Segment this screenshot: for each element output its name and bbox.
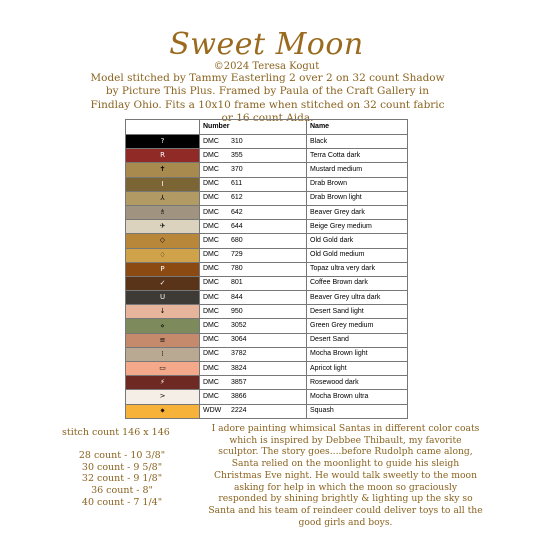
color-swatch — [126, 319, 200, 333]
stitch-symbol: ✈ — [159, 222, 166, 231]
floss-code: 642 — [231, 208, 243, 216]
floss-code: 310 — [231, 137, 243, 145]
floss-number-cell — [200, 333, 307, 347]
floss-code: 644 — [231, 222, 243, 230]
stitch-symbol: ♢ — [159, 250, 166, 259]
floss-name-cell: Terra Cotta dark — [307, 149, 408, 163]
table-row — [126, 333, 408, 347]
table-row — [126, 177, 408, 191]
floss-name-cell: Beaver Grey dark — [307, 205, 408, 219]
table-row — [126, 205, 408, 219]
floss-brand: DMC — [203, 194, 219, 202]
stitch-symbol: ↓ — [159, 307, 166, 316]
floss-number-cell — [200, 205, 307, 219]
stitch-symbol: ✝ — [159, 165, 166, 174]
table-row — [126, 248, 408, 262]
stitch-symbol: R — [160, 151, 165, 160]
table-row — [126, 149, 408, 163]
floss-name-cell: Apricot light — [307, 362, 408, 376]
floss-number-cell — [200, 376, 307, 390]
floss-number-cell — [200, 149, 307, 163]
table-row — [126, 362, 408, 376]
color-swatch — [126, 276, 200, 290]
table-row — [126, 404, 408, 418]
stitch-symbol: > — [159, 392, 166, 401]
floss-brand: DMC — [203, 378, 219, 386]
floss-brand: DMC — [203, 364, 219, 372]
floss-name-cell: Desert Sand light — [307, 305, 408, 319]
floss-code: 355 — [231, 151, 243, 159]
table-row — [126, 234, 408, 248]
floss-name-cell: Green Grey medium — [307, 319, 408, 333]
floss-name-cell: Mustard medium — [307, 163, 408, 177]
floss-brand: DMC — [203, 307, 219, 315]
stitch-symbol: ⋄ — [160, 321, 165, 330]
floss-name-cell: Rosewood dark — [307, 376, 408, 390]
copyright-line: ©2024 Teresa Kogut — [213, 61, 320, 72]
stitch-symbol: P — [160, 264, 165, 273]
color-swatch — [126, 191, 200, 205]
floss-code: 729 — [231, 251, 243, 259]
floss-name-cell: Beaver Grey ultra dark — [307, 291, 408, 305]
floss-brand: DMC — [203, 322, 219, 330]
floss-name-cell: Squash — [307, 404, 408, 418]
table-row — [126, 163, 408, 177]
floss-number-cell — [200, 319, 307, 333]
swatch-column-header — [126, 120, 200, 135]
stitch-symbol: ▭ — [159, 364, 166, 373]
floss-brand: DMC — [203, 151, 219, 159]
floss-name-cell: Black — [307, 135, 408, 149]
color-swatch — [126, 177, 200, 191]
floss-brand: DMC — [203, 392, 219, 400]
floss-brand: DMC — [203, 180, 219, 188]
stitch-count: stitch count 146 x 146 — [62, 427, 170, 438]
floss-brand: DMC — [203, 222, 219, 230]
floss-code: 950 — [231, 307, 243, 315]
floss-brand: DMC — [203, 251, 219, 259]
floss-name-cell: Beige Grey medium — [307, 220, 408, 234]
table-row — [126, 390, 408, 404]
floss-code: 611 — [231, 180, 243, 188]
color-swatch — [126, 149, 200, 163]
floss-number-cell — [200, 291, 307, 305]
floss-code: 844 — [231, 293, 243, 301]
stitch-symbol: ⅄ — [160, 193, 165, 202]
floss-code: 3824 — [231, 364, 247, 372]
color-swatch — [126, 135, 200, 149]
floss-number-cell — [200, 276, 307, 290]
color-swatch — [126, 347, 200, 361]
color-swatch — [126, 205, 200, 219]
stitch-symbol: ◇ — [159, 236, 166, 245]
floss-name-cell: Drab Brown light — [307, 191, 408, 205]
stitch-symbol: ⁞ — [161, 349, 164, 358]
floss-number-cell — [200, 404, 307, 418]
floss-code: 370 — [231, 165, 243, 173]
color-swatch — [126, 163, 200, 177]
floss-brand: DMC — [203, 165, 219, 173]
color-swatch — [126, 362, 200, 376]
floss-brand: DMC — [203, 336, 219, 344]
table-row — [126, 135, 408, 149]
floss-brand: DMC — [203, 279, 219, 287]
stitch-symbol: ⚡ — [160, 378, 165, 387]
table-row — [126, 220, 408, 234]
floss-number-cell — [200, 390, 307, 404]
floss-number-cell — [200, 248, 307, 262]
color-swatch — [126, 390, 200, 404]
floss-code: 612 — [231, 194, 243, 202]
model-description: Model stitched by Tammy Easterling 2 over 2 on 32 count Shadow by Picture This Plus. Framed by Paula of the Craft Gallery in Findlay Ohio. Fits a 10x10 frame when stitched on 32 count fabric or 16 count Aida. — [90, 72, 445, 125]
floss-name-cell: Topaz ultra very dark — [307, 262, 408, 276]
color-swatch — [126, 262, 200, 276]
floss-name-cell: Desert Sand — [307, 333, 408, 347]
number-column-header: Number — [200, 120, 307, 135]
floss-code: 680 — [231, 236, 243, 244]
fabric-size-item: 30 count - 9 5/8" — [81, 461, 163, 473]
color-swatch — [126, 220, 200, 234]
table-row — [126, 305, 408, 319]
fabric-size-item: 40 count - 7 1/4" — [81, 496, 163, 508]
table-row — [126, 376, 408, 390]
floss-brand: DMC — [203, 208, 219, 216]
fabric-size-item: 28 count - 10 3/8" — [78, 450, 166, 461]
floss-number-cell — [200, 135, 307, 149]
pattern-title: Sweet Moon — [169, 27, 364, 62]
table-row — [126, 262, 408, 276]
floss-number-cell — [200, 347, 307, 361]
floss-table-body — [126, 135, 408, 419]
floss-brand: DMC — [203, 265, 219, 273]
name-column-header: Name — [307, 120, 408, 135]
floss-code: 3782 — [231, 350, 247, 358]
floss-code: 780 — [231, 265, 243, 273]
floss-code: 3866 — [231, 392, 247, 400]
color-swatch — [126, 248, 200, 262]
floss-number-cell — [200, 191, 307, 205]
stitch-symbol: U — [159, 293, 166, 302]
floss-number-cell — [200, 362, 307, 376]
floss-code: 3857 — [231, 378, 247, 386]
fabric-size-item: 32 count - 9 1/8" — [81, 473, 163, 485]
story-text: I adore painting whimsical Santas in different color coats which is inspired by Debbee Thibault, my favorite sculptor. The story goes....before Rudolph came along, Santa relied on the moonlight to guide his sleigh Christmas Eve night. He would talk sweetly to the moon asking for help in which the moon so graciously responded by shining brightly & lighting up the sky so Santa and his team of reindeer could deliver toys to all the good girls and boys. — [208, 423, 483, 528]
floss-brand: DMC — [203, 236, 219, 244]
color-swatch — [126, 333, 200, 347]
table-row — [126, 191, 408, 205]
floss-name-cell: Drab Brown — [307, 177, 408, 191]
table-row — [126, 291, 408, 305]
floss-brand: DMC — [203, 137, 219, 145]
floss-number-cell — [200, 177, 307, 191]
floss-name-cell: Mocha Brown ultra — [307, 390, 408, 404]
floss-brand: DMC — [203, 350, 219, 358]
floss-code: 2224 — [231, 407, 247, 415]
stitch-symbol: ✷ — [159, 406, 166, 415]
floss-name-cell: Old Gold dark — [307, 234, 408, 248]
stitch-symbol: ≡ — [159, 335, 166, 344]
color-swatch — [126, 404, 200, 418]
floss-brand: WDW — [203, 407, 222, 415]
floss-number-cell — [200, 305, 307, 319]
fabric-size-list — [62, 450, 182, 509]
floss-number-cell — [200, 220, 307, 234]
stitch-symbol: ♗ — [159, 208, 166, 217]
stitch-symbol: ? — [160, 137, 165, 146]
color-swatch — [126, 234, 200, 248]
floss-code: 801 — [231, 279, 243, 287]
table-header-row — [126, 120, 408, 135]
floss-code: 3052 — [231, 322, 247, 330]
fabric-size-item: 36 count - 8" — [91, 485, 153, 497]
floss-name-cell: Coffee Brown dark — [307, 276, 408, 290]
table-row — [126, 276, 408, 290]
table-row — [126, 347, 408, 361]
floss-name-cell: Old Gold medium — [307, 248, 408, 262]
table-row — [126, 319, 408, 333]
floss-number-cell — [200, 163, 307, 177]
stitch-symbol: I — [161, 179, 164, 188]
floss-color-table — [125, 119, 408, 419]
color-swatch — [126, 305, 200, 319]
floss-number-cell — [200, 234, 307, 248]
floss-brand: DMC — [203, 293, 219, 301]
stitch-symbol: ✓ — [159, 278, 166, 287]
color-swatch — [126, 291, 200, 305]
floss-name-cell: Mocha Brown light — [307, 347, 408, 361]
floss-code: 3064 — [231, 336, 247, 344]
color-swatch — [126, 376, 200, 390]
floss-number-cell — [200, 262, 307, 276]
